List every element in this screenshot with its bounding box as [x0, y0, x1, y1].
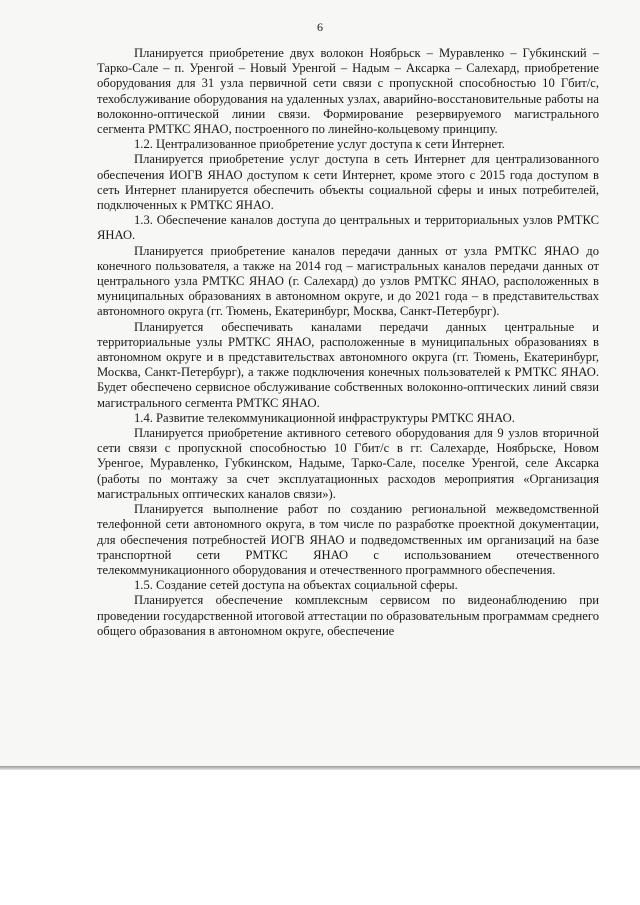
paragraph: Планируется приобретение услуг доступа в сеть Интернет для централизованного обеспечения ИОГВ ЯНАО доступом к сети Интернет, кроме этого с 2015 года доступом в сеть Интернет планируется обеспечить объекты социальной сферы и иных потребителей, подключенных к РМТКС ЯНАО.: [97, 152, 599, 213]
paragraph: Планируется приобретение двух волокон Ноябрьск – Муравленко – Губкинский – Тарко-Сале – п. Уренгой – Новый Уренгой – Надым – Аксарка – Салехард, приобретение оборудования для 31 узла первичной сети связи с пропускной способностью 10 Гбит/с, техобслуживание оборудования на удаленных узлах, аварийно-восстановительные работы на волоконно-оптической линии связи. Формирование резервируемого магистрального сегмента РМТКС ЯНАО, построенного по линейно-кольцевому принципу.: [97, 46, 599, 137]
page-number: 6: [317, 20, 323, 34]
section-heading: 1.3. Обеспечение каналов доступа до центральных и территориальных узлов РМТКС ЯНАО.: [97, 213, 599, 243]
section-heading: 1.2. Централизованное приобретение услуг доступа к сети Интернет.: [134, 137, 505, 152]
scan-edge: [0, 766, 640, 770]
document-body: [97, 46, 599, 639]
paragraph: Планируется приобретение каналов передачи данных от узла РМТКС ЯНАО до конечного пользователя, а также на 2014 год – магистральных каналов передачи данных от центрального узла РМТКС ЯНАО (г. Салехард) до узлов РМТКС ЯНАО, расположенных в муниципальных образованиях в автономном округе, и до 2021 года – в представительствах автономного округа (гг. Тюмень, Екатеринбург, Москва, Санкт-Петербург).: [97, 243, 599, 319]
paragraph: Планируется обеспечение комплексным сервисом по видеонаблюдению при проведении государственной итоговой аттестации по образовательным программам среднего общего образования в автономном округе, обеспечение: [97, 593, 599, 638]
section-heading: 1.5. Создание сетей доступа на объектах социальной сферы.: [134, 578, 458, 593]
paragraph: Планируется обеспечивать каналами передачи данных центральные и территориальные узлы РМТКС ЯНАО, расположенные в муниципальных образованиях в автономном округе и в представительствах автономного округа (гг. Тюмень, Екатеринбург, Москва, Санкт-Петербург), а также подключения конечных пользователей к РМТКС ЯНАО. Будет обеспечено сервисное обслуживание собственных волоконно-оптических линий связи магистрального сегмента РМТКС ЯНАО.: [97, 319, 599, 410]
paragraph: Планируется выполнение работ по созданию региональной межведомственной телефонной сети автономного округа, в том числе по разработке проектной документации, для обеспечения потребностей ИОГВ ЯНАО и подведомственных им организаций на базе транспортной сети РМТКС ЯНАО с использованием отечественного телекоммуникационного оборудования и отечественного программного обеспечения.: [97, 502, 599, 577]
paragraph: Планируется приобретение активного сетевого оборудования для 9 узлов вторичной сети связи с пропускной способностью 10 Гбит/с в гг. Салехарде, Ноябрьске, Новом Уренгое, Муравленко, Губкинском, Надыме, Тарко-Сале, поселке Уренгой, селе Аксарка (работы по монтажу за счет эксплуатационных расходов мероприятия «Организация магистральных оптических каналов связи»).: [97, 426, 599, 501]
section-heading: 1.4. Развитие телекоммуникационной инфраструктуры РМТКС ЯНАО.: [134, 410, 515, 425]
